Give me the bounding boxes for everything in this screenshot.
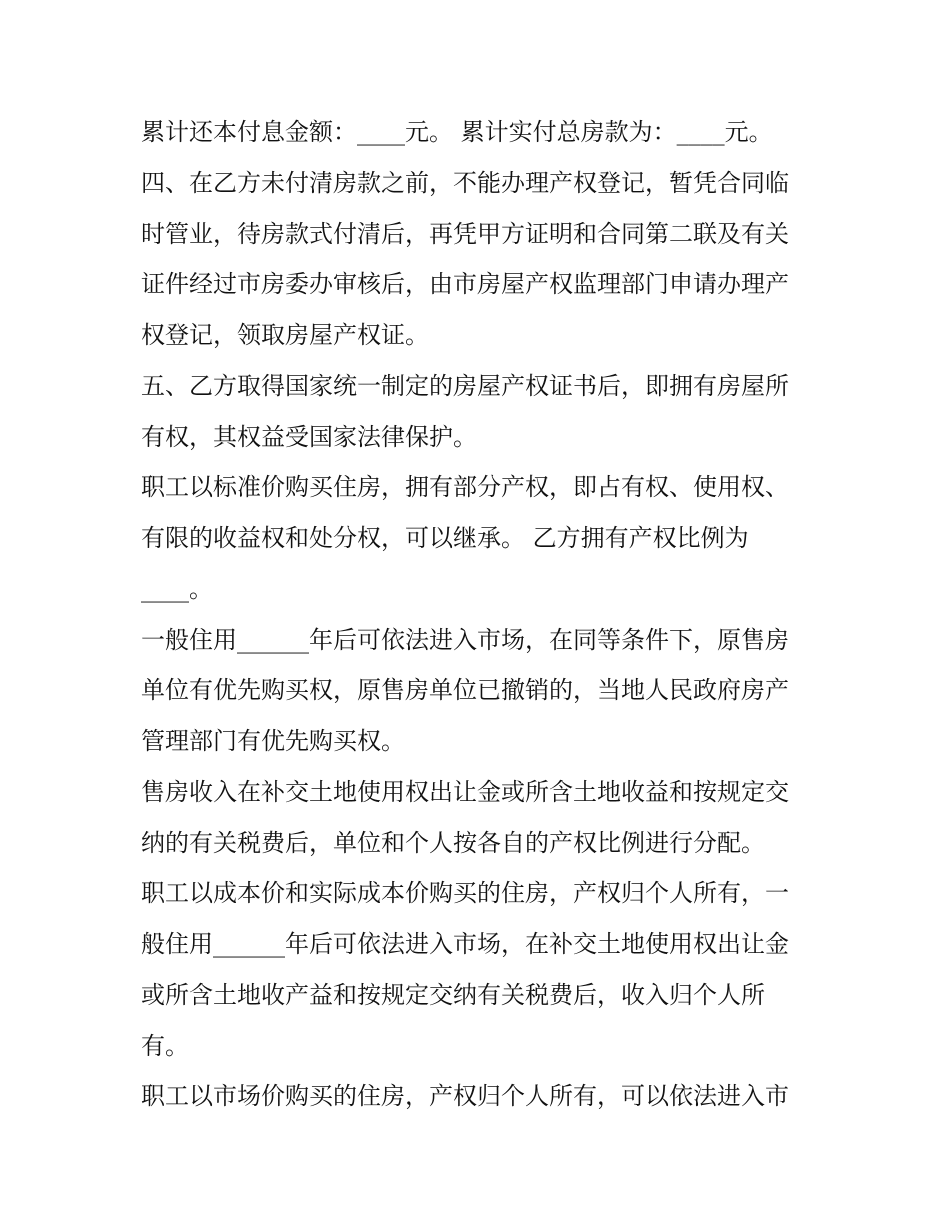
- text-line: 单位有优先购买权，原售房单位已撤销的，当地人民政府房产: [141, 676, 789, 705]
- document-body: [141, 107, 821, 1122]
- text-line: 有限的收益权和处分权，可以继承。 乙方拥有产权比例为: [141, 524, 749, 552]
- text-line: 管理部门有优先购买权。: [141, 727, 405, 755]
- text-line: 或所含土地收产益和按规定交纳有关税费后，收入归个人所: [141, 980, 765, 1009]
- text-line: ____。: [141, 574, 213, 603]
- text-line: 售房收入在补交土地使用权出让金或所含土地收益和按规定交: [141, 777, 789, 806]
- text-line: 职工以标准价购买住房，拥有部分产权，即占有权、使用权、: [141, 473, 789, 502]
- text-line: 权登记，领取房屋产权证。: [141, 321, 429, 349]
- text-line: 纳的有关税费后，单位和个人按各自的产权比例进行分配。: [141, 828, 765, 857]
- text-line: 有权，其权益受国家法律保护。: [141, 422, 477, 451]
- text-line: 职工以市场价购买的住房，产权归个人所有，可以依法进入市: [141, 1082, 789, 1111]
- text-line: 职工以成本价和实际成本价购买的住房，产权归个人所有，一: [141, 879, 789, 908]
- text-line: 五、乙方取得国家统一制定的房屋产权证书后，即拥有房屋所: [141, 371, 789, 400]
- text-line: 证件经过市房委办审核后，由市房屋产权监理部门申请办理产: [141, 270, 789, 299]
- text-line: 一般住用______年后可依法进入市场，在同等条件下，原售房: [141, 625, 789, 654]
- text-line: 般住用______年后可依法进入市场，在补交土地使用权出让金: [141, 930, 789, 958]
- text-line: 时管业，待房款式付清后，再凭甲方证明和合同第二联及有关: [141, 219, 789, 248]
- text-line: 有。: [141, 1031, 189, 1060]
- text-line: 累计还本付息金额：____元。 累计实付总房款为：____元。: [141, 118, 773, 146]
- text-line: 四、在乙方未付清房款之前，不能办理产权登记，暂凭合同临: [141, 168, 789, 197]
